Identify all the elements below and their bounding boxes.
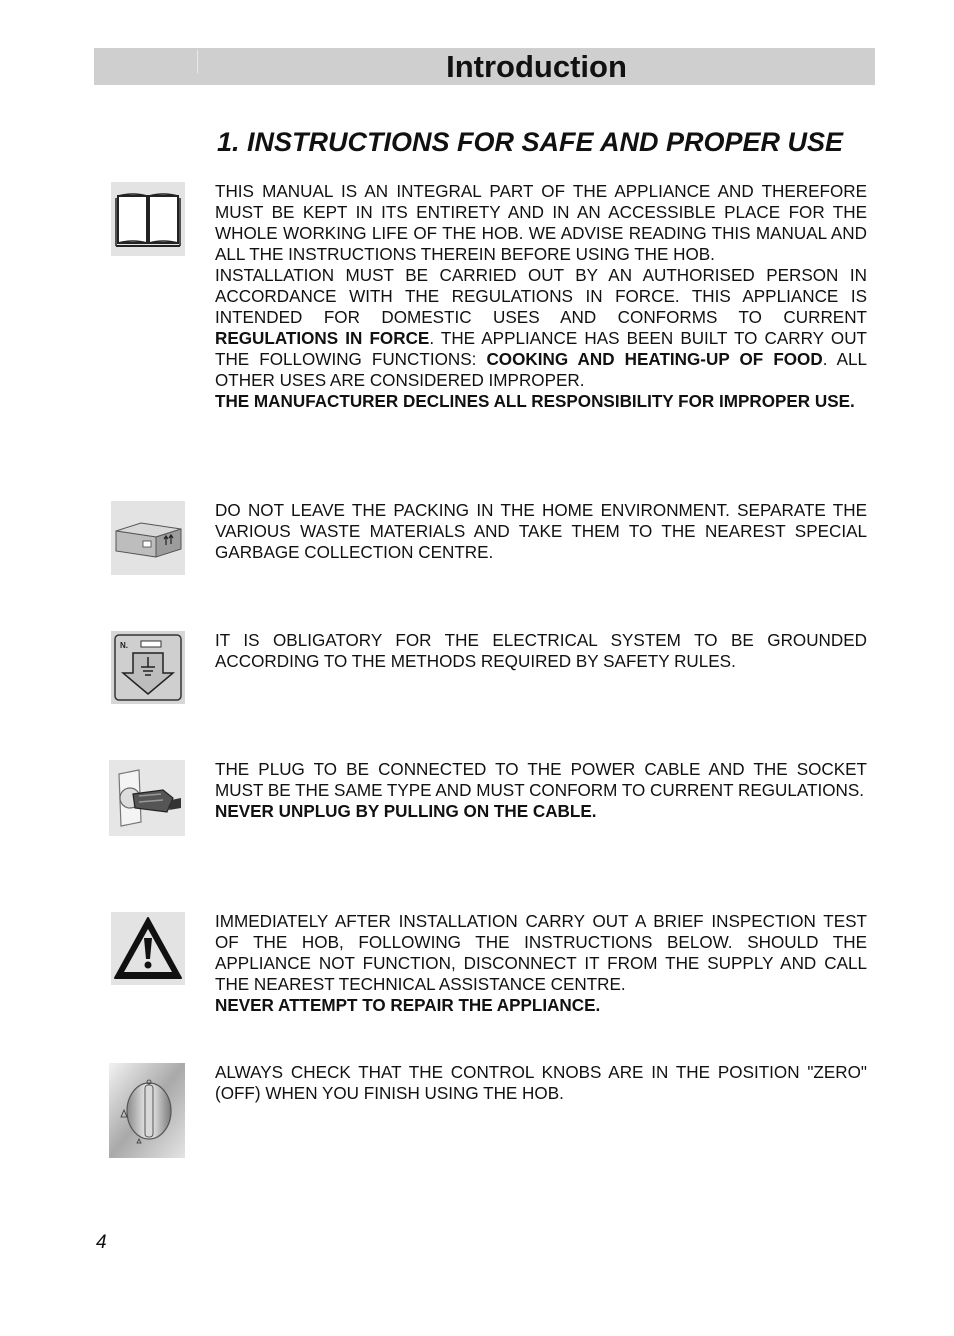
plug-text: [215, 759, 867, 822]
responsibility-warning: THE MANUFACTURER DECLINES ALL RESPONSIBILITY FOR IMPROPER USE.: [215, 392, 855, 411]
repair-warning: NEVER ATTEMPT TO REPAIR THE APPLIANCE.: [215, 996, 601, 1015]
ground-symbol-icon: [111, 631, 185, 704]
ground-text: [215, 630, 867, 672]
plug-paragraph: THE PLUG TO BE CONNECTED TO THE POWER CABLE AND THE SOCKET MUST BE THE SAME TYPE AND MUST CONFORM TO CURRENT REGULATIONS.: [215, 760, 867, 800]
manual-text: [215, 181, 867, 412]
installation-paragraph: INSTALLATION MUST BE CARRIED OUT BY AN AUTHORISED PERSON IN ACCORDANCE WITH THE REGULATIONS IN FORCE. THIS APPLIANCE IS INTENDED FOR DOMESTIC USES AND CONFORMS TO CURRENT REGULATIONS IN FORCE. THE APPLIANCE HAS BEEN BUILT TO CARRY OUT THE FOLLOWING FUNCTIONS: COOKING AND HEATING-UP OF FOOD. ALL OTHER USES ARE CONSIDERED IMPROPER.: [215, 266, 867, 390]
section-title: 1. INSTRUCTIONS FOR SAFE AND PROPER USE: [217, 127, 844, 157]
knobs-paragraph: ALWAYS CHECK THAT THE CONTROL KNOBS ARE IN THE POSITION "ZERO" (OFF) WHEN YOU FINISH USING THE HOB.: [215, 1063, 867, 1103]
control-knob-icon: [109, 1063, 185, 1158]
plug-socket-icon: [109, 760, 185, 836]
open-book-icon: [111, 182, 185, 256]
ground-icon-label: N.: [120, 641, 128, 650]
warning-triangle-icon: [111, 912, 185, 985]
knobs-text: [215, 1062, 867, 1104]
ground-paragraph: IT IS OBLIGATORY FOR THE ELECTRICAL SYSTEM TO BE GROUNDED ACCORDING TO THE METHODS REQUIRED BY SAFETY RULES.: [215, 631, 867, 671]
packing-box-icon: [111, 501, 185, 575]
packing-text: [215, 500, 867, 563]
packing-paragraph: DO NOT LEAVE THE PACKING IN THE HOME ENVIRONMENT. SEPARATE THE VARIOUS WASTE MATERIALS AND TAKE THEM TO THE NEAREST SPECIAL GARBAGE COLLECTION CENTRE.: [215, 501, 867, 562]
header-bar: [94, 48, 875, 85]
page-number: 4: [96, 1232, 107, 1253]
unplug-warning: NEVER UNPLUG BY PULLING ON THE CABLE.: [215, 802, 597, 821]
inspection-paragraph: IMMEDIATELY AFTER INSTALLATION CARRY OUT A BRIEF INSPECTION TEST OF THE HOB, FOLLOWING THE INSTRUCTIONS BELOW. SHOULD THE APPLIANCE NOT FUNCTION, DISCONNECT IT FROM THE SUPPLY AND CALL THE NEAREST TECHNICAL ASSISTANCE CENTRE.: [215, 912, 867, 994]
page-title: Introduction: [446, 49, 627, 84]
inspection-text: [215, 911, 867, 1016]
manual-paragraph: THIS MANUAL IS AN INTEGRAL PART OF THE APPLIANCE AND THEREFORE MUST BE KEPT IN ITS ENTIRETY AND IN AN ACCESSIBLE PLACE FOR THE WHOLE WORKING LIFE OF THE HOB. WE ADVISE READING THIS MANUAL AND ALL THE INSTRUCTIONS THEREIN BEFORE USING THE HOB.: [215, 182, 867, 264]
